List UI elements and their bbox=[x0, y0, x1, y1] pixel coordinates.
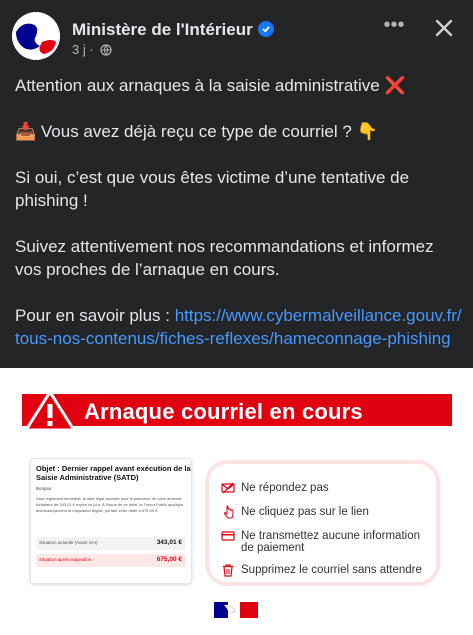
close-icon[interactable] bbox=[430, 14, 458, 42]
tip-text: Ne cliquez pas sur le lien bbox=[241, 506, 369, 518]
trash-icon bbox=[221, 563, 235, 577]
link-prefix: Pour en savoir plus : bbox=[15, 306, 175, 325]
post-line-3: Si oui, c’est que vous êtes victime d’une tentative de phishing ! bbox=[15, 168, 410, 210]
post-image[interactable] bbox=[0, 368, 473, 635]
tip-text: Supprimez le courriel sans attendre bbox=[241, 564, 422, 576]
amount-row-increased bbox=[36, 554, 186, 567]
page-name[interactable] bbox=[72, 20, 274, 40]
more-options-icon[interactable]: ••• bbox=[383, 14, 405, 36]
republique-francaise-logo bbox=[214, 602, 258, 618]
recommendations-box bbox=[205, 460, 440, 586]
amount-row-current bbox=[36, 537, 186, 550]
post-line-5 bbox=[15, 304, 463, 350]
globe-icon bbox=[100, 44, 112, 59]
amount-value-current: 343,01 € bbox=[156, 539, 182, 546]
post-meta bbox=[72, 42, 112, 59]
post-time[interactable]: 3 j bbox=[72, 42, 86, 57]
alert-banner-title: Arnaque courriel en cours bbox=[84, 399, 363, 424]
post-line-2: 📥 Vous avez déjà reçu ce type de courriel ? 👇 bbox=[15, 122, 378, 141]
email-greeting: Bonjour bbox=[36, 486, 52, 491]
email-body: Sauf règlement immédiat, la date légal accordé pour le paiement de votre amende forfaitaire de 343,01 € expire ce jour. À l'issue de ce délai, le Trésor Public applique automatiquement la majoration légale, portant votre dette à 675,00 € bbox=[36, 496, 184, 513]
post-line-1: Attention aux arnaques à la saisie administrative ❌ bbox=[15, 76, 406, 95]
alert-banner bbox=[22, 390, 452, 430]
verified-badge-icon bbox=[258, 21, 274, 37]
tip-text: Ne répondez pas bbox=[241, 482, 329, 494]
tip-text: Ne transmettez aucune information de paiement bbox=[241, 530, 420, 554]
amount-label-current: Situation actuelle (Avant SAI) bbox=[39, 540, 98, 545]
page-avatar[interactable] bbox=[12, 12, 60, 60]
page-name-text[interactable]: Ministère de l'Intérieur bbox=[72, 20, 253, 39]
post-line-4: Suivez attentivement nos recommandations et informez vos proches de l’arnaque en cours. bbox=[15, 237, 434, 279]
no-reply-icon bbox=[221, 481, 235, 495]
scam-email-example bbox=[30, 458, 192, 584]
pointer-click-icon bbox=[221, 505, 235, 519]
post-header bbox=[0, 0, 473, 66]
amount-value-increased: 675,00 € bbox=[156, 556, 182, 563]
amount-label-increased: Situation après majoration : bbox=[39, 557, 94, 562]
email-subject: Objet : Dernier rappel avant exécution de la Saisie Administrative (SATD) bbox=[36, 464, 191, 482]
post-body bbox=[15, 74, 463, 373]
cybermalveillance-link[interactable]: https://www.cybermalveillance.gouv.fr/tous-nos-contenus/fiches-reflexes/hameconnage-phishing bbox=[15, 306, 462, 348]
warning-icon bbox=[24, 390, 76, 432]
meta-separator: · bbox=[89, 42, 94, 57]
credit-card-icon bbox=[221, 529, 235, 543]
